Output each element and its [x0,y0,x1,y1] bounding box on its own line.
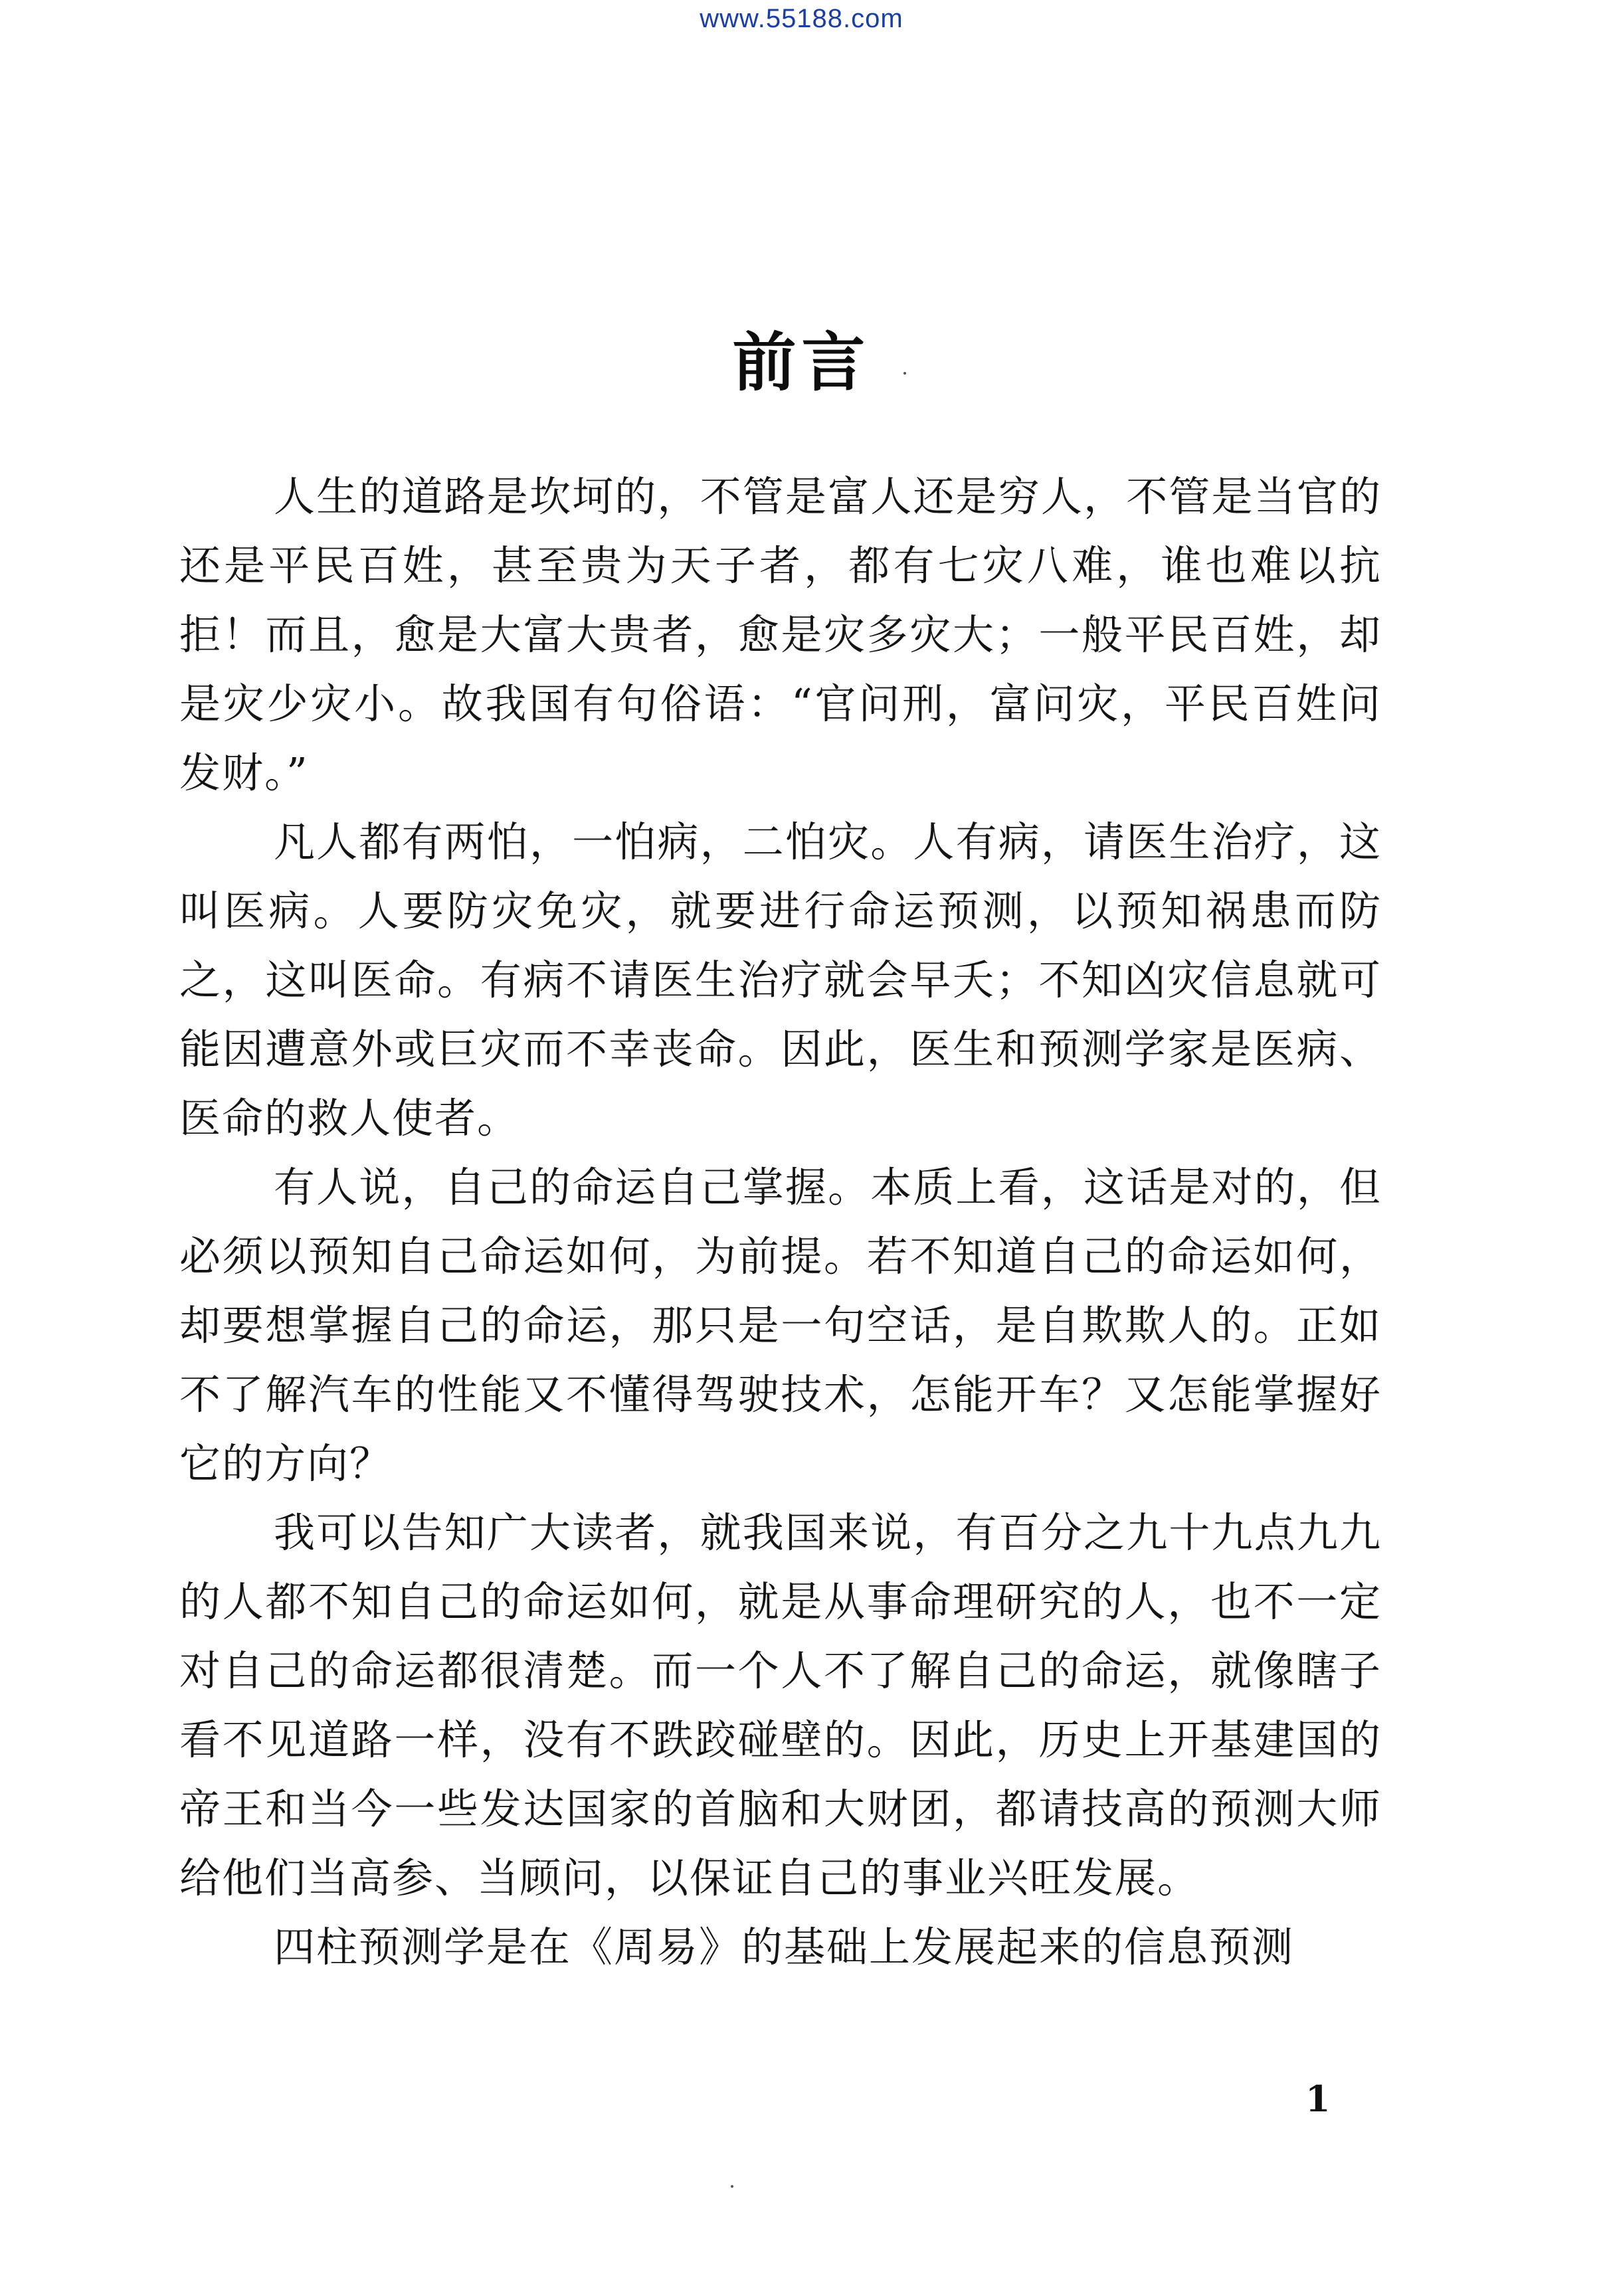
page-title: 前言 [732,325,871,400]
scan-speck [731,2185,733,2188]
paragraph-5: 四柱预测学是在《周易》的基础上发展起来的信息预测 [274,1923,1295,1971]
page-number: 1 [1305,2077,1331,2120]
paragraph-3: 有人说，自己的命运自己掌握。本质上看，这话是对的，但必须以预知自己命运如何，为前提。若不知道自己的命运如何，却要想掌握自己的命运，那只是一句空话，是自欺欺人的。正如不了解汽车的性能又不懂得驾驶技术，怎能开车？又怎能掌握好它的方向？ [179,1163,1382,1488]
scan-speck [903,372,906,375]
paragraph-2: 凡人都有两怕，一怕病，二怕灾。人有病，请医生治疗，这叫医病。人要防灾免灾，就要进行命运预测，以预知祸患而防之，这叫医命。有病不请医生治疗就会早夭；不知凶灾信息就可能因遭意外或巨灾而不幸丧命。因此，医生和预测学家是医病、医命的救人使者。 [179,818,1382,1142]
paragraph-1: 人生的道路是坎坷的，不管是富人还是穷人，不管是当官的还是平民百姓，甚至贵为天子者，都有七灾八难，谁也难以抗拒！而且，愈是大富大贵者，愈是灾多灾大；一般平民百姓，却是灾少灾小。故我国有句俗语：“官问刑，富问灾，平民百姓问发财。” [179,472,1382,797]
paragraph-4: 我可以告知广大读者，就我国来说，有百分之九十九点九九的人都不知自己的命运如何，就是从事命理研究的人，也不一定对自己的命运都很清楚。而一个人不了解自己的命运，就像瞎子看不见道路一样，没有不跌跤碰壁的。因此，历史上开基建国的帝王和当今一些发达国家的首脑和大财团，都请技高的预测大师给他们当高参、当顾问，以保证自己的事业兴旺发展。 [179,1508,1382,1902]
body-text [179,462,1382,1982]
site-url-header[interactable]: www.55188.com [700,4,903,33]
